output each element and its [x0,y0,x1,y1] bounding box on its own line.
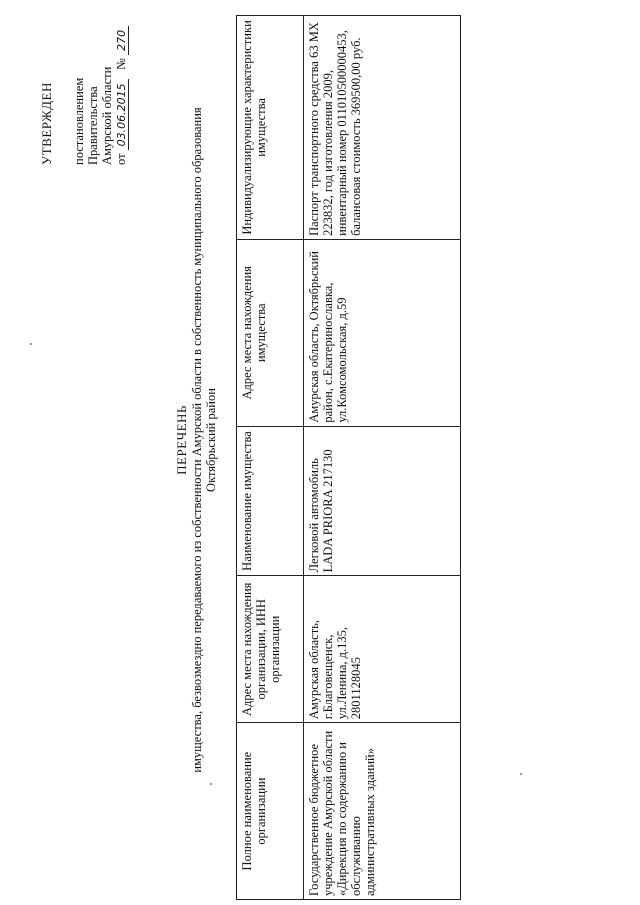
cell-organization: Государственное бюджетное учреждение Амурской области «Дирекция по содержанию и обслуживанию административных зданий» [304,723,461,900]
approval-block [40,5,129,165]
table-row [304,16,461,900]
table-header-row [237,16,304,900]
document-subtitle: имущества, безвозмездно передаваемого из собственности Амурской области в собственность муниципального образования [190,107,204,773]
document-header [175,0,218,885]
property-table [236,15,461,900]
column-header-property-address: Адрес места нахождения имущества [237,239,304,426]
column-header-property-name: Наименование имущества [237,426,304,576]
cell-property-name: Легковой автомобиль LADA PRIORA 217130 [304,426,461,576]
column-header-organization: Полное наименование организации [237,723,304,900]
scan-speck [520,773,522,775]
document-subtitle-2: Октябрьский район [204,388,218,492]
column-header-org-address: Адрес места нахождения организации, ИНН организации [237,576,304,723]
approval-date-line [114,5,129,165]
cell-org-address: Амурская область, г.Благовещенск, ул.Ленина, д.135, 2801128045 [304,576,461,723]
cell-characteristics: Паспорт транспортного средства 63 МХ 223832, год изготовления 2009, инвентарный номер 011010500000453, балансовая стоимость 369500,00 руб. [304,16,461,240]
approval-line-1: постановлением Правительства [72,77,100,165]
column-header-characteristics: Индивидуализирующие характеристики имущества [237,16,304,240]
approval-number-prefix: № [114,58,128,70]
document-title: ПЕРЕЧЕНЬ [174,405,189,475]
approval-title: УТВЕРЖДЕН [39,82,54,165]
approval-line-2: Амурской области [100,66,114,165]
scan-speck [30,343,32,345]
approval-number: 270 [115,26,129,55]
approval-date: 03.06.2015 [115,79,129,150]
approval-date-prefix: от [114,153,128,165]
scan-speck [210,783,212,785]
cell-property-address: Амурская область, Октябрьский район, с.Екатеринославка, ул.Комсомольская, д.59 [304,239,461,426]
